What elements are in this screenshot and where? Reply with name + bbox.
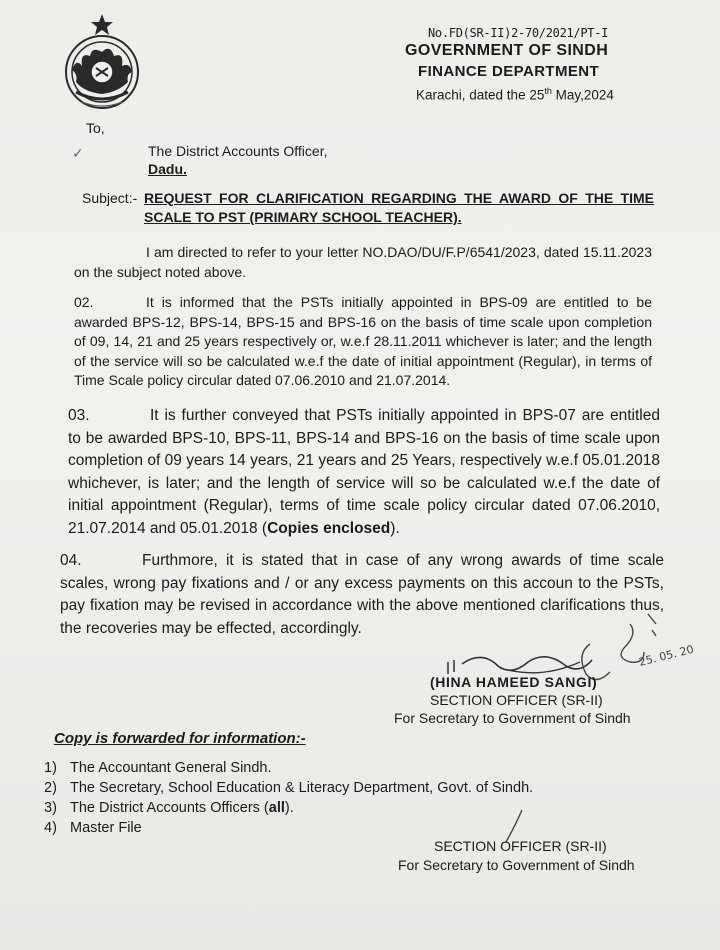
list-item: 2) The Secretary, School Education & Literacy Department, Govt. of Sindh. — [44, 780, 534, 796]
recipient-place: Dadu. — [148, 161, 187, 177]
subject-text: REQUEST FOR CLARIFICATION REGARDING THE AWARD OF THE TIME SCALE TO PST (PRIMARY SCHOOL TEACHER). — [144, 190, 654, 225]
reference-number: No.FD(SR-II)2-70/2021/PT-I — [428, 26, 609, 40]
recipient: The District Accounts Officer, — [148, 143, 328, 159]
paragraph-4: 04. Furthmore, it is stated that in case of any wrong awards of time scale scales, wrong pay fixations and / or any excess payments on this accoun to the PSTs, pay fixation may be revised in accordance with the above mentioned clarifications thus, the recoveries may be effected, accordingly. — [60, 552, 664, 637]
paragraph-number: 02. — [74, 294, 94, 310]
list-item: 3) The District Accounts Officers (all). — [44, 800, 294, 816]
government-name: GOVERNMENT OF SINDH — [405, 42, 609, 59]
handwritten-date: 25. 05. 20 — [637, 642, 696, 669]
subject-label: Subject:- — [82, 190, 138, 206]
signatory-name: (HINA HAMEED SANGI) — [430, 674, 598, 690]
copy-list — [44, 758, 533, 838]
to-label: To, — [86, 120, 105, 136]
tick-mark-icon: ✓ — [72, 145, 84, 161]
list-item: 1) The Accountant General Sindh. — [44, 760, 272, 776]
paragraph-number: 03. — [68, 407, 90, 424]
paragraph-2: 02. It is informed that the PSTs initially appointed in BPS-09 are entitled to be awarded BPS-12, BPS-14, BPS-15 and BPS-16 on the basis of time scale upon completion of 09, 14, 21 and 25 years respectively or, w.e.f 28.11.2011 whichever is later; and the length of the service will so be calculated w.e.f the date of initial appointment (Regular), in terms of Time Scale policy circular dated 07.06.2010 and 21.07.2014. — [74, 294, 652, 388]
signatory-title: SECTION OFFICER (SR-II) — [430, 692, 603, 708]
place-and-date: Karachi, dated the 25th May,2024 — [416, 86, 614, 103]
footer-title: SECTION OFFICER (SR-II) — [434, 838, 607, 854]
department-name: FINANCE DEPARTMENT — [418, 63, 600, 80]
paragraph-3: 03. It is further conveyed that PSTs initially appointed in BPS-07 are entitled to be awarded BPS-10, BPS-11, BPS-14 and BPS-16 on the basis of time scale upon completion of 09 years 14 years, 21 years and 25 Years, respectively w.e.f 05.01.2018 whichever, is later; and the length of service will so be calculated w.e.f the date of initial appointment (Regular), terms of time scale policy circular dated 07.06.2010, 21.07.2014 and 05.01.2018 (Copies enclosed). — [68, 407, 660, 537]
paragraph-number: 04. — [60, 552, 82, 569]
paragraph-1: I am directed to refer to your letter NO.DAO/DU/F.P/6541/2023, dated 15.11.2023 on the subject noted above. — [74, 244, 652, 280]
list-item: 4) Master File — [44, 820, 142, 836]
footer-for: For Secretary to Government of Sindh — [398, 857, 635, 873]
copy-heading: Copy is forwarded for information:- — [54, 730, 306, 747]
signatory-for: For Secretary to Government of Sindh — [394, 710, 631, 726]
government-seal-icon — [52, 12, 152, 112]
